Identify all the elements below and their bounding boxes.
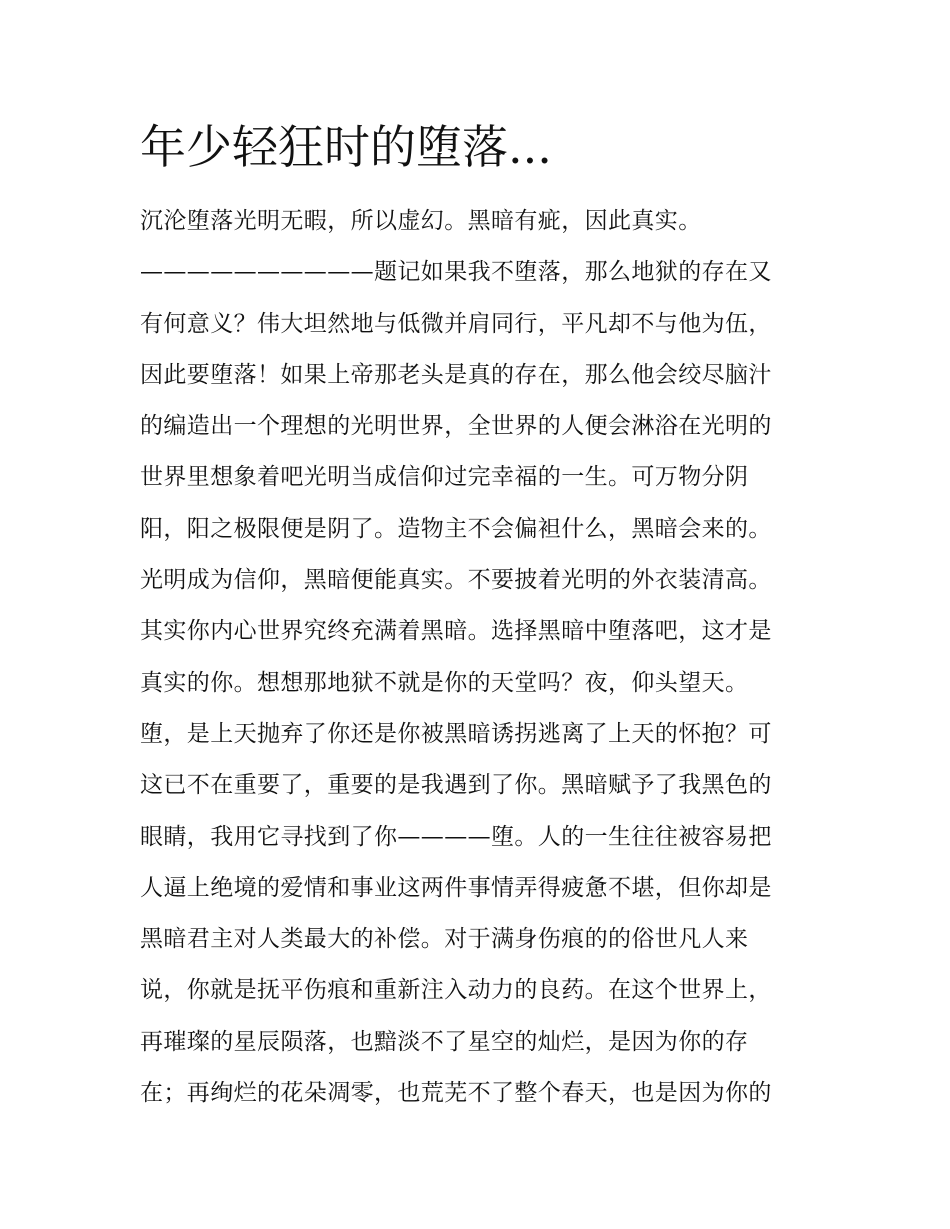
document-body <box>140 196 820 1119</box>
text-line: 再璀璨的星辰陨落，也黯淡不了星空的灿烂，是因为你的存 <box>140 1028 749 1055</box>
text-line: 其实你内心世界究终充满着黑暗。选择黑暗中堕落吧，这才是 <box>140 618 772 645</box>
text-line: 有何意义？伟大坦然地与低微并肩同行，平凡却不与他为伍， <box>140 310 772 337</box>
text-line: 堕，是上天抛弃了你还是你被黑暗诱拐逃离了上天的怀抱？可 <box>140 720 772 747</box>
text-line: 因此要堕落！如果上帝那老头是真的存在，那么他会绞尽脑汁 <box>140 361 772 388</box>
document-title: 年少轻狂时的堕落... <box>140 120 552 174</box>
text-line: 阳，阳之极限便是阴了。造物主不会偏袒什么，黑暗会来的。 <box>140 515 772 542</box>
text-line: 人逼上绝境的爱情和事业这两件事情弄得疲惫不堪，但你却是 <box>140 874 772 901</box>
text-line: 的编造出一个理想的光明世界，全世界的人便会淋浴在光明的 <box>140 413 772 440</box>
text-line: 世界里想象着吧光明当成信仰过完幸福的一生。可万物分阴 <box>140 464 749 491</box>
text-line: 这已不在重要了，重要的是我遇到了你。黑暗赋予了我黑色的 <box>140 772 772 799</box>
text-line: 在；再绚烂的花朵凋零，也荒芜不了整个春天，也是因为你的 <box>140 1080 772 1107</box>
text-line: 黑暗君主对人类最大的补偿。对于满身伤痕的的俗世凡人来 <box>140 926 749 953</box>
text-line: 沉沦堕落光明无暇，所以虚幻。黑暗有疵，因此真实。 <box>140 208 702 234</box>
text-line: 说，你就是抚平伤痕和重新注入动力的良药。在这个世界上， <box>140 977 772 1004</box>
text-line: 真实的你。想想那地狱不就是你的天堂吗？夜，仰头望天。 <box>140 669 749 696</box>
text-line: 眼睛，我用它寻找到了你————堕。人的一生往往被容易把 <box>140 823 772 850</box>
text-line: ——————————题记如果我不堕落，那么地狱的存在又 <box>140 259 772 286</box>
text-line: 光明成为信仰，黑暗便能真实。不要披着光明的外衣装清高。 <box>140 567 772 594</box>
